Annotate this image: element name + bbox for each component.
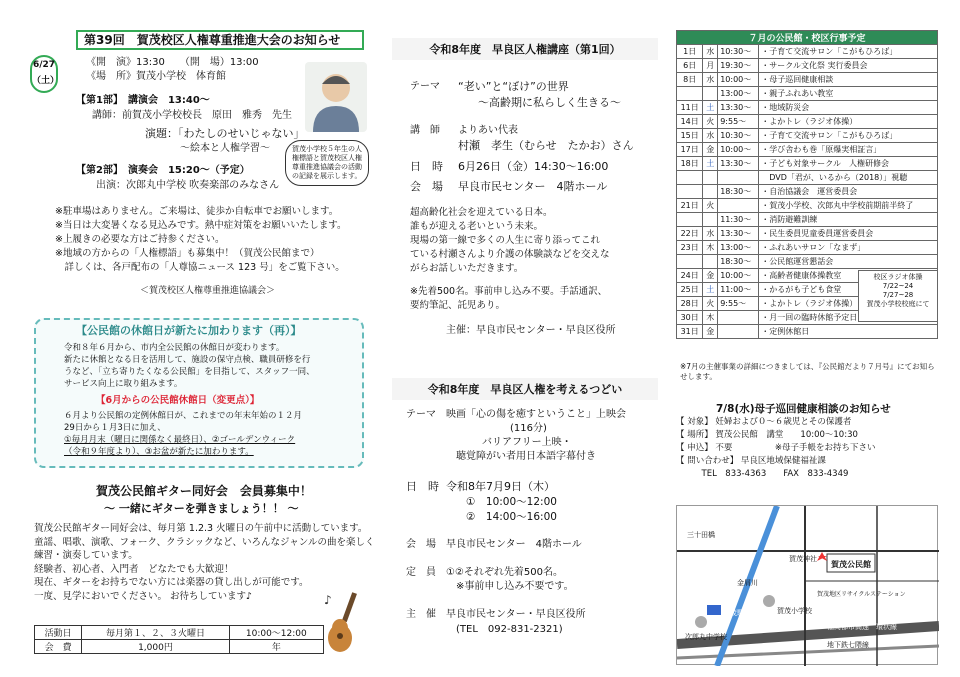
schedule-time: 10:30～ <box>718 129 759 143</box>
schedule-event: ・子育て交流サロン「こがもひろば」 <box>759 45 938 59</box>
meet-theme-barrier: バリアフリー上映・ <box>482 437 572 448</box>
schedule-event: ・サークル文化祭 実行委員会 <box>759 59 938 73</box>
note-line: 要約筆記、託児あり。 <box>410 300 506 311</box>
schedule-weekday: 月 <box>703 59 718 73</box>
schedule-time: 13:30～ <box>718 101 759 115</box>
schedule-time: 19:30～ <box>718 59 759 73</box>
map-kominkan-label: 賀茂公民館 <box>831 560 871 569</box>
schedule-time <box>718 171 759 185</box>
meet-theme-label: テーマ <box>406 409 436 420</box>
schedule-event: ・親子ふれあい教室 <box>759 87 938 101</box>
schedule-weekday: 土 <box>703 283 718 297</box>
course-description <box>410 206 610 276</box>
meet-time2: ② 14:00～16:00 <box>466 511 557 523</box>
schedule-note: ※7月の主催事業の詳細につきましては、『公民館だより７月号』にてお知らせします。 <box>680 362 935 381</box>
table-cell: 1,000円 <box>82 640 229 654</box>
note: ※駐車場はありません。ご来場は、徒歩か自転車でお願いします。 <box>55 206 339 217</box>
schedule-row <box>677 185 938 199</box>
schedule-time <box>718 199 759 213</box>
note: ※当日は大変暑くなる見込みです。熱中症対策をお願いいたします。 <box>55 220 347 231</box>
meet-tel: (TEL 092-831-2321) <box>456 624 563 635</box>
schedule-event: ・民生委員児童委員運営委員会 <box>759 227 938 241</box>
schedule-day: 23日 <box>677 241 703 255</box>
exhibit-note-bubble: 賀茂小学校５年生の人権標語と賀茂校区人権尊重推進協議会の活動の記録を展示します。 <box>285 140 369 186</box>
schedule-row <box>677 157 938 171</box>
theme-label: テーマ <box>410 81 440 92</box>
table-row <box>35 640 324 654</box>
map-label: 次郎丸中学校 <box>685 633 727 641</box>
mother-title: 7/8(水)母子巡回健康相談のお知らせ <box>716 403 891 415</box>
schedule-day: 6日 <box>677 59 703 73</box>
guitar-line: 賀茂公民館ギター同好会は、毎月第 1.2.3 火曜日の午前中に活動しています。 <box>34 523 368 534</box>
schedule-day <box>677 87 703 101</box>
meet-capacity-note: ※事前申し込み不要です。 <box>456 581 574 592</box>
schedule-day: 22日 <box>677 227 703 241</box>
performer: 出演：次郎丸中学校 吹奏楽部のみなさん <box>96 180 280 191</box>
schedule-event: ・自治協議会 運営委員会 <box>759 185 938 199</box>
schedule-time: 9:55～ <box>718 115 759 129</box>
schedule-weekday <box>703 255 718 269</box>
meet-venue: 早良市民センター 4階ホール <box>446 539 582 550</box>
schedule-weekday: 水 <box>703 227 718 241</box>
radio-date: 7/27~28 <box>882 291 914 299</box>
mother-line: TEL 833-4363 FAX 833-4349 <box>676 469 849 479</box>
organizer: ＜賀茂校区人権尊重推進協議会＞ <box>140 286 276 296</box>
schedule-weekday: 金 <box>703 269 718 283</box>
course-venue: 早良市民センター 4階ホール <box>458 180 608 193</box>
closed-line: ①毎月月末（曜日に関係なく最終日）、②ゴールデンウィーク <box>64 435 296 445</box>
notes-list <box>55 205 346 275</box>
schedule-event: DVD「君が、いるから（2018）」視聴 <box>759 171 938 185</box>
schedule-row <box>677 101 938 115</box>
schedule-day: 11日 <box>677 101 703 115</box>
date-badge: 6/27（土） <box>30 55 58 93</box>
schedule-weekday: 火 <box>703 297 718 311</box>
map-label: 福岡都市高速 環状線 <box>827 623 897 631</box>
course-host: 主催：早良市民センター・早良区役所 <box>446 325 616 336</box>
schedule-event: ・賀茂小学校、次郎丸中学校前期前半終了 <box>759 199 938 213</box>
closed-line: 新たに休館となる日を活用して、施設の保守点検、職員研修を行 <box>64 355 311 365</box>
map-label: 三十田橋 <box>687 531 715 539</box>
table-cell: 10:00～12:00 <box>229 626 323 640</box>
closed-line: うなど、「立ち寄りたくなる公民館」を目指して、スタッフ一同、 <box>64 367 315 377</box>
schedule-day: 25日 <box>677 283 703 297</box>
desc-line: 現場の第一線で多くの人生に寄り添ってこれ <box>410 235 601 246</box>
schedule-event: ・よかトレ（ラジオ体操） <box>759 115 938 129</box>
mother-line: 【 申込】 不要 ※母子手帳をお持ち下さい <box>676 443 876 453</box>
schedule-day: 8日 <box>677 73 703 87</box>
schedule-weekday: 土 <box>703 101 718 115</box>
schedule-event: ・ふれあいサロン「なまず」 <box>759 241 938 255</box>
schedule-row <box>677 87 938 101</box>
schedule-row <box>677 325 938 339</box>
schedule-row <box>677 115 938 129</box>
schedule-weekday: 土 <box>703 157 718 171</box>
theme-subtitle: ～高齢期に私らしく生きる～ <box>478 96 621 109</box>
schedule-event: ・公民館運営懇話会 <box>759 255 938 269</box>
meet-host-label: 主 催 <box>406 609 436 620</box>
part2-title: 【第2部】 演奏会 15:20～（予定） <box>76 165 250 176</box>
schedule-event: ・学び舎わも巻「原爆実相証言」 <box>759 143 938 157</box>
event-banner: 第39回 賀茂校区人権尊重推進大会のお知らせ <box>76 30 364 50</box>
closed-line: 令和８年６月から、市内全公民館の休館日が変わります。 <box>64 343 285 353</box>
schedule-time: 13:00～ <box>718 241 759 255</box>
meet-theme-subtitle: 聴覚障がい者用日本語字幕付き <box>456 451 596 462</box>
meet-venue-label: 会 場 <box>406 539 436 550</box>
schedule-event: ・消防避難訓練 <box>759 213 938 227</box>
schedule-time: 13:30～ <box>718 157 759 171</box>
schedule-day: 14日 <box>677 115 703 129</box>
closed-line: サービス向上に取り組みます。 <box>64 379 183 389</box>
radio-date: 7/22~24 <box>882 282 914 290</box>
schedule-time: 10:00～ <box>718 143 759 157</box>
meet-theme: 映画「心の傷を癒すということ」上映会 <box>446 409 626 420</box>
schedule-event: ・月一回の臨時休館予定日 <box>759 311 938 325</box>
schedule-day: 28日 <box>677 297 703 311</box>
theme: “老い”と“ぼけ”の世界 <box>458 80 569 93</box>
date-label: 日 時 <box>410 160 443 173</box>
schedule-row <box>677 143 938 157</box>
map-label: 金屑川 <box>737 579 758 587</box>
schedule-row <box>677 45 938 59</box>
closed-title: 【公民館の休館日が新たに加わります（再）】 <box>76 324 302 337</box>
lecture-subtitle: ～絵本と人権学習～ <box>180 143 270 154</box>
schedule-day <box>677 171 703 185</box>
map-label: 賀茂神社 <box>789 555 817 563</box>
meet-time1: ① 10:00～12:00 <box>466 496 557 508</box>
guitar-line: 一度、見学においでください。 お待ちしています♪ <box>34 590 253 602</box>
schedule-weekday: 水 <box>703 129 718 143</box>
meet-theme-duration: (116分) <box>510 423 547 434</box>
schedule-row <box>677 59 938 73</box>
guitar-line: 経験者、初心者、入門者 どなたでも大歓迎！ <box>34 563 234 575</box>
schedule-row <box>677 73 938 87</box>
schedule-event: ・定例休館日 <box>759 325 938 339</box>
mother-info <box>676 416 876 481</box>
radio-title: 校区ラジオ体操 <box>873 273 923 281</box>
schedule-time: 18:30～ <box>718 185 759 199</box>
closed-line: （令和９年度より）、③お盆が新たに加わります。 <box>64 447 254 457</box>
schedule-event: ・高齢者健康体操教室 <box>759 269 938 283</box>
meet-date: 令和8年7月9日（木） <box>446 480 555 493</box>
closed-line: ６月より公民館の定例休館日が、これまでの年末年始の１２月 <box>64 411 303 421</box>
schedule-weekday: 金 <box>703 143 718 157</box>
guitar-line: 童謡、唱歌、演歌、フォーク、クラシックなど、いろんなジャンルの曲を楽しく <box>34 536 375 548</box>
schedule-row <box>677 227 938 241</box>
schedule-row <box>677 199 938 213</box>
schedule-event: ・地域防災会 <box>759 101 938 115</box>
speaker-photo <box>305 62 367 132</box>
guitar-icon <box>320 590 364 664</box>
lecturer: 講師：前賀茂小学校校長 原田 雅秀 先生 <box>92 110 292 121</box>
schedule-day <box>677 255 703 269</box>
schedule-time: 10:30～ <box>718 45 759 59</box>
desc-line: 超高齢化社会を迎えている日本。 <box>410 207 553 218</box>
schedule-row <box>677 171 938 185</box>
schedule-row <box>677 129 938 143</box>
meet-cap-label: 定 員 <box>406 567 436 578</box>
table-cell: 活動日 <box>35 626 82 640</box>
course-date: 6月26日（金）14:30～16:00 <box>458 160 609 173</box>
desc-line: 誰もが迎える老いという未来。 <box>410 221 544 232</box>
mother-line: 【 対象】 妊婦および０～６歳児とその保護者 <box>676 417 852 427</box>
radio-place: 賀茂小学校校庭にて <box>866 300 930 308</box>
mother-line: 【 問い合わせ】 早良区地域保健福祉課 <box>676 456 826 466</box>
map-label: 賀茂小学校 <box>777 607 812 615</box>
closed-body <box>64 342 315 390</box>
schedule-time: 10:00～ <box>718 269 759 283</box>
closed-days-box <box>34 318 364 468</box>
schedule-row <box>677 241 938 255</box>
desc-line: ている村瀬さんより介護の体験談などを交えな <box>410 249 610 260</box>
schedule-row <box>677 213 938 227</box>
schedule-weekday: 火 <box>703 115 718 129</box>
schedule-row <box>677 255 938 269</box>
schedule-weekday: 木 <box>703 241 718 255</box>
schedule-day: 17日 <box>677 143 703 157</box>
guitar-subtitle: ～ 一緒にギターを弾きましょう！！ ～ <box>104 502 299 515</box>
lecturer-org: よりあい代表 <box>458 125 518 136</box>
schedule-day: 31日 <box>677 325 703 339</box>
schedule-event: ・よかトレ（ラジオ体操） <box>759 297 938 311</box>
event-place: 《場 所》賀茂小学校 体育館 <box>86 71 226 82</box>
map-label: 賀茂駅 <box>723 609 744 617</box>
guitar-title: 賀茂公民館ギター同好会 会員募集中！ <box>96 484 312 498</box>
course-notes <box>410 285 607 313</box>
desc-line: がらお話しいただきます。 <box>410 263 524 274</box>
schedule-day: 1日 <box>677 45 703 59</box>
note-line: ※先着500名。事前申し込み不要。手話通訳、 <box>410 286 608 297</box>
open-time: 《開 演》13:30 （開 場）13:00 <box>86 57 259 68</box>
table-cell: 毎月第１、２、３火曜日 <box>82 626 229 640</box>
schedule-day: 18日 <box>677 157 703 171</box>
table-cell: 年 <box>229 640 323 654</box>
meet-capacity: ①②それぞれ先着500名。 <box>446 567 564 578</box>
meet-ribbon <box>392 378 658 400</box>
radio-exercise-box <box>858 270 938 322</box>
mother-line: 【 場所】 賀茂公民館 講堂 10:00～10:30 <box>676 430 858 440</box>
course-ribbon <box>392 38 658 60</box>
schedule-event: ・母子巡回健康相談 <box>759 73 938 87</box>
schedule-weekday <box>703 87 718 101</box>
table-cell: 会 費 <box>35 640 82 654</box>
guitar-line: 現在、ギターをお持ちでない方には楽器の貸し出しが可能です。 <box>34 577 309 588</box>
note: ※上履きの必要な方はご持参ください。 <box>55 234 225 245</box>
schedule-time <box>718 325 759 339</box>
schedule-time <box>718 311 759 325</box>
schedule-time: 13:30～ <box>718 227 759 241</box>
svg-text:♪: ♪ <box>324 593 332 607</box>
table-row <box>35 626 324 640</box>
venue-label: 会 場 <box>410 180 443 193</box>
schedule-weekday: 水 <box>703 45 718 59</box>
closed-body2 <box>64 410 302 458</box>
schedule-day <box>677 185 703 199</box>
map-label: 賀茂地区リサイクルステーション <box>817 591 906 598</box>
note: ※地域の方からの「人権標語」も募集中！（賀茂公民館まで） <box>55 248 320 259</box>
schedule-event: ・子育て交流サロン「こがもひろば」 <box>759 129 938 143</box>
part1-title: 【第1部】 講演会 13:40～ <box>76 95 210 106</box>
access-map <box>676 505 938 665</box>
schedule-time: 18:30～ <box>718 255 759 269</box>
schedule-weekday <box>703 185 718 199</box>
schedule-day: 15日 <box>677 129 703 143</box>
schedule-event: ・子ども対象サークル 人権研修会 <box>759 157 938 171</box>
schedule-weekday <box>703 171 718 185</box>
guitar-fee-table <box>34 625 324 654</box>
schedule-time: 9:55～ <box>718 297 759 311</box>
meet-title: 令和8年度 早良区人権を考えるつどい <box>427 383 623 396</box>
schedule-title: ７月の公民館・校区行事予定 <box>677 31 938 45</box>
schedule-weekday: 火 <box>703 199 718 213</box>
meet-host: 早良市民センター・早良区役所 <box>446 609 586 620</box>
schedule-day: 30日 <box>677 311 703 325</box>
note: 詳しくは、各戸配布の「人尊協ニュース 123 号」をご覧下さい。 <box>55 262 345 273</box>
map-label: 地下鉄七隈線 <box>827 641 869 649</box>
schedule-weekday: 木 <box>703 311 718 325</box>
closed-subtitle: 【6月からの公民館休館日（変更点）】 <box>96 395 260 406</box>
schedule-day: 24日 <box>677 269 703 283</box>
schedule-weekday <box>703 213 718 227</box>
closed-line: 29日から１月3日に加え、 <box>64 423 166 433</box>
schedule-time: 11:00～ <box>718 283 759 297</box>
schedule-time: 10:00～ <box>718 73 759 87</box>
schedule-weekday: 金 <box>703 325 718 339</box>
lecturer-label: 講 師 <box>410 125 440 136</box>
lecturer-name: 村瀬 孝生（むらせ たかお）さん <box>458 139 634 152</box>
schedule-day <box>677 213 703 227</box>
schedule-day: 21日 <box>677 199 703 213</box>
meet-date-label: 日 時 <box>406 480 439 493</box>
schedule-weekday: 水 <box>703 73 718 87</box>
schedule-time: 13:00～ <box>718 87 759 101</box>
lecture-title: 演題：「わたしのせいじゃない」 <box>145 127 305 140</box>
schedule-time: 11:30～ <box>718 213 759 227</box>
course-title: 令和8年度 早良区人権講座（第1回） <box>429 43 621 56</box>
schedule-event: ・かるがも子ども食堂 <box>759 283 938 297</box>
guitar-line: 練習・演奏しています。 <box>34 550 138 561</box>
